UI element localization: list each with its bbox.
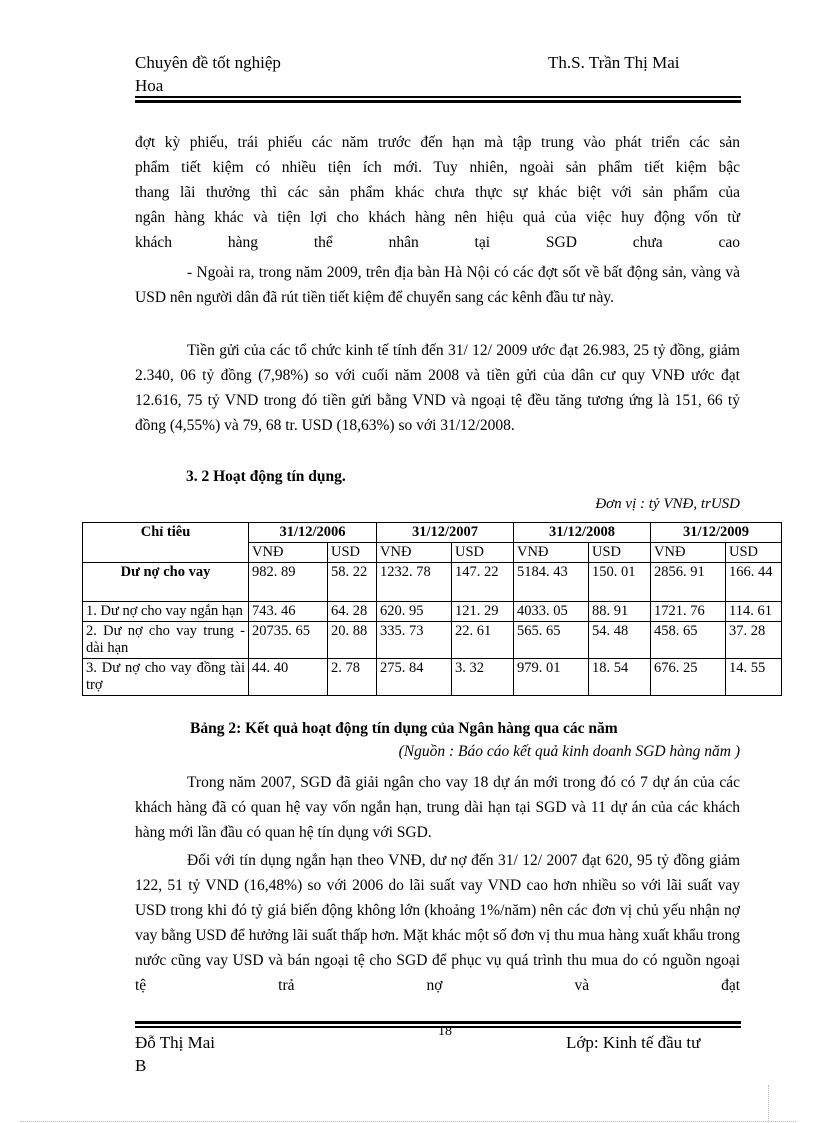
table-cell: 121. 29: [452, 602, 514, 622]
table-cell: 565. 65: [514, 622, 589, 659]
table-cell: 58. 22: [328, 563, 377, 602]
table-currency-header: VNĐ: [514, 543, 589, 563]
header-rule-thin: [135, 96, 741, 98]
table-row: [83, 602, 782, 622]
header-right: Th.S. Trần Thị Mai: [548, 53, 680, 72]
table-cell: 54. 48: [589, 622, 651, 659]
table-cell: 5184. 43: [514, 563, 589, 602]
paragraph-1-line: khách hàng thể nhân tại SGD chưa cao: [135, 234, 740, 251]
paragraph-1-line: ngân hàng khác và tiện lợi cho khách hàng nên hiệu quả của việc huy động vốn từ: [135, 209, 740, 226]
table-year-header: 31/12/2007: [377, 523, 514, 543]
footer-right: Lớp: Kinh tế đầu tư: [566, 1033, 701, 1052]
footer-left-line2: B: [135, 1056, 147, 1075]
table-currency-header: USD: [726, 543, 782, 563]
table-year-header: 31/12/2008: [514, 523, 651, 543]
table-year-header: 31/12/2009: [651, 523, 782, 543]
paragraph-1-line: thang lãi thưởng thì các sản phẩm khác chưa thực sự khác biệt với sản phẩm của: [135, 184, 740, 201]
table-currency-header: USD: [589, 543, 651, 563]
table-cell: 458. 65: [651, 622, 726, 659]
header-left-line2: Hoa: [135, 76, 164, 95]
table-cell: 979. 01: [514, 659, 589, 696]
table-row-label: 2. Dư nợ cho vay trung - dài hạn: [83, 622, 249, 659]
header-left-line1: Chuyên đề tốt nghiệp: [135, 53, 281, 72]
table-cell: 147. 22: [452, 563, 514, 602]
page-edge-dotted-line: [20, 1121, 796, 1122]
page-corner-dotted-line: [768, 1085, 769, 1123]
table-year-header: 31/12/2006: [249, 523, 377, 543]
paragraph-2: [135, 260, 740, 310]
table-cell: 743. 46: [249, 602, 328, 622]
table-cell: 3. 32: [452, 659, 514, 696]
table-header-row: [83, 523, 782, 543]
credit-table: [82, 522, 782, 696]
header-rule-thick: [135, 100, 741, 103]
paragraph-2-text: - Ngoài ra, trong năm 2009, trên địa bàn Hà Nội có các đợt sốt về bất động sản, vàng và USD nên người dân đã rút tiền tiết kiệm để chuyển sang các kênh đầu tư này.: [135, 264, 740, 306]
paragraph-1-line: đợt kỳ phiếu, trái phiếu các năm trước đến hạn mà tập trung vào phát triển các sản: [135, 134, 740, 151]
table-cell: 335. 73: [377, 622, 452, 659]
table-cell: 64. 28: [328, 602, 377, 622]
table-currency-header: VNĐ: [249, 543, 328, 563]
table-row-label: 3. Dư nợ cho vay đồng tài trợ: [83, 659, 249, 696]
table-cell: 20735. 65: [249, 622, 328, 659]
table-row-label: 1. Dư nợ cho vay ngắn hạn: [83, 602, 249, 622]
table-corner-header: Chỉ tiêu: [83, 523, 249, 563]
table-cell: 20. 88: [328, 622, 377, 659]
table-cell: 1721. 76: [651, 602, 726, 622]
table-row: [83, 622, 782, 659]
paragraph-4-text: Trong năm 2007, SGD đã giải ngân cho vay 18 dự án mới trong đó có 7 dự án của các khách hàng đã có quan hệ vay vốn ngắn hạn, trung dài hạn tại SGD và 11 dự án của các khách hàng mới lần đầu có quan hệ tín dụng với SGD.: [135, 774, 740, 841]
table-currency-header: USD: [328, 543, 377, 563]
unit-note: Đơn vị : tỷ VNĐ, trUSD: [595, 496, 740, 512]
table-cell: 2. 78: [328, 659, 377, 696]
table-cell: 14. 55: [726, 659, 782, 696]
paragraph-1-line: phẩm tiết kiệm có nhiều tiện ích mới. Tuy nhiên, ngoài sản phẩm tiết kiệm bậc: [135, 159, 740, 176]
table-currency-header: VNĐ: [651, 543, 726, 563]
table-cell: 982. 89: [249, 563, 328, 602]
table-cell: 676. 25: [651, 659, 726, 696]
table-caption: Bảng 2: Kết quả hoạt động tín dụng của Ngân hàng qua các năm: [190, 720, 618, 737]
paragraph-5: [135, 848, 740, 998]
table-cell: 620. 95: [377, 602, 452, 622]
table-row: [83, 563, 782, 602]
table-cell: 150. 01: [589, 563, 651, 602]
paragraph-3-text: Tiền gửi của các tổ chức kinh tế tính đến 31/ 12/ 2009 ước đạt 26.983, 25 tỷ đồng, giảm 2.340, 06 tỷ đồng (7,98%) so với cuối năm 2008 và tiền gửi của dân cư quy VNĐ ước đạt 12.616, 75 tỷ VND trong đó tiền gửi bằng VND và ngoại tệ đều tăng tương ứng là 151, 66 tỷ đồng (4,55%) và 79, 68 tr. USD (18,63%) so với 31/12/2008.: [135, 342, 740, 434]
paragraph-1: [135, 130, 740, 255]
table-source: (Nguồn : Báo cáo kết quả kinh doanh SGD hàng năm ): [398, 743, 740, 760]
table-cell: 18. 54: [589, 659, 651, 696]
table-cell: 275. 84: [377, 659, 452, 696]
section-heading: 3. 2 Hoạt động tín dụng.: [186, 468, 346, 485]
table-cell: 2856. 91: [651, 563, 726, 602]
table-cell: 4033. 05: [514, 602, 589, 622]
table-cell: 88. 91: [589, 602, 651, 622]
paragraph-5-text: Đối với tín dụng ngắn hạn theo VNĐ, dư nợ đến 31/ 12/ 2007 đạt 620, 95 tỷ đồng giảm 122, 51 tỷ VND (16,48%) so với 2006 do lãi suất vay VND cao hơn nhiều so với lãi suất vay USD trong khi đó tỷ giá biến động không lớn (khoảng 1%/năm) nên các đơn vị chủ yếu nhận nợ vay bằng USD để hưởng lãi suất thấp hơn. Mặt khác một số đơn vị thu mua hàng xuất khẩu trong nước cũng vay USD và bán ngoại tệ cho SGD để phục vụ quá trình thu mua do có nguồn ngoại tệ trả nợ và đạt: [135, 852, 740, 994]
table-row-label: Dư nợ cho vay: [83, 563, 249, 602]
table-cell: 1232. 78: [377, 563, 452, 602]
table-row: [83, 659, 782, 696]
table-cell: 114. 61: [726, 602, 782, 622]
table-cell: 166. 44: [726, 563, 782, 602]
table-cell: 22. 61: [452, 622, 514, 659]
table-cell: 37. 28: [726, 622, 782, 659]
footer-left-line1: Đỗ Thị Mai: [135, 1033, 215, 1052]
page-number: 18: [438, 1024, 452, 1039]
paragraph-4: [135, 770, 740, 845]
table-currency-header: VNĐ: [377, 543, 452, 563]
paragraph-3: [135, 338, 740, 438]
table-cell: 44. 40: [249, 659, 328, 696]
table-currency-header: USD: [452, 543, 514, 563]
